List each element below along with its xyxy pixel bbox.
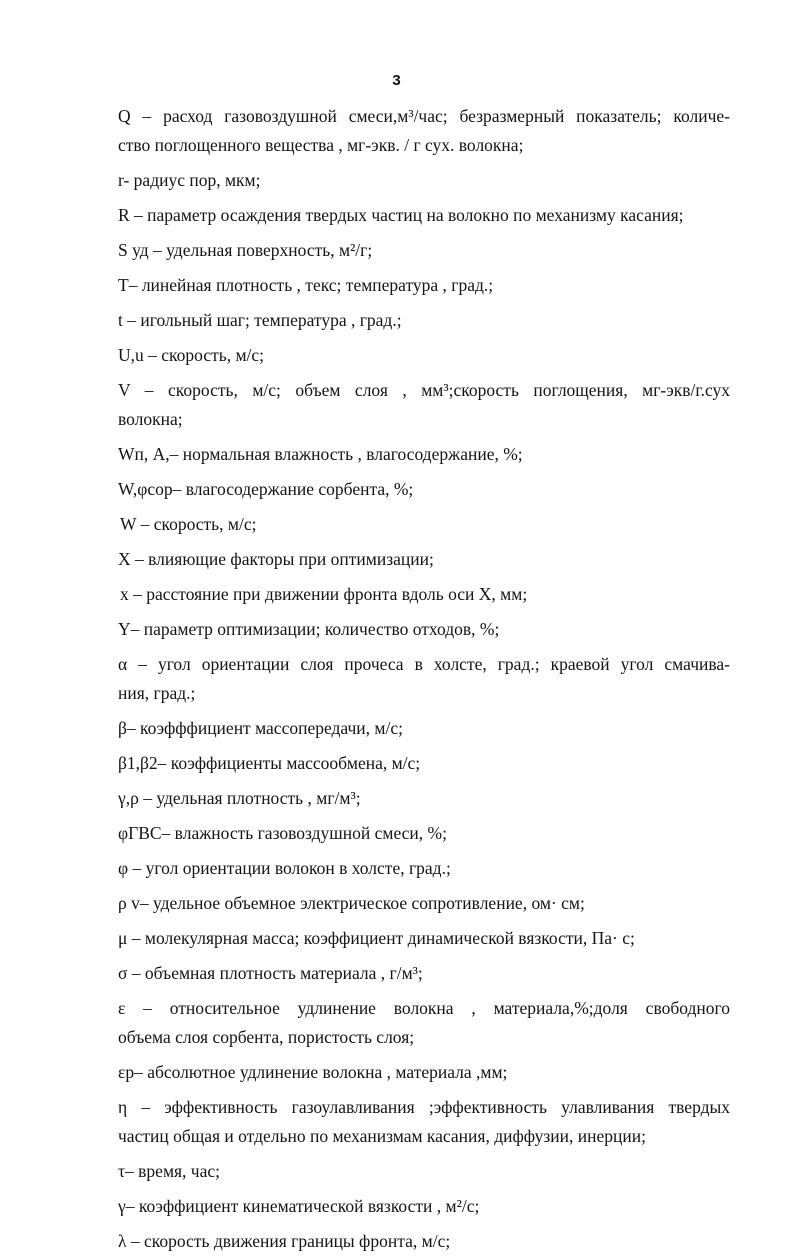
notation-line: μ – молекулярная масса; коэффициент динамической вязкости, Па· с;	[118, 928, 635, 948]
notation-line: t – игольный шаг; температура , град.;	[118, 310, 402, 330]
notation-line: φ – угол ориентации волокон в холсте, град.;	[118, 858, 451, 878]
notation-line: волокна;	[118, 409, 183, 429]
notation-line: γ,ρ – удельная плотность , мг/м³;	[118, 788, 361, 808]
notation-line: R – параметр осаждения твердых частиц на волокно по механизму касания;	[118, 205, 684, 225]
notation-line: r- радиус пор, мкм;	[118, 170, 261, 190]
notation-line: ство поглощенного вещества , мг-экв. / г сух. волокна;	[118, 135, 524, 155]
page-number: 3	[392, 72, 401, 89]
notation-line: Y– параметр оптимизации; количество отходов, %;	[118, 619, 500, 639]
notation-line: частиц общая и отдельно по механизмам касания, диффузии, инерции;	[118, 1126, 646, 1146]
notation-line: τ– время, час;	[118, 1161, 221, 1181]
notation-line: ε – относительное удлинение волокна , материала,%;доля свободного	[118, 998, 730, 1018]
notation-line: S уд – удельная поверхность, м²/г;	[118, 240, 373, 260]
notation-line: σ – объемная плотность материала , г/м³;	[118, 963, 423, 983]
notation-line: Q – расход газовоздушной смеси,м³/час; безразмерный показатель; количе-	[118, 106, 730, 126]
notation-line: V – скорость, м/с; объем слоя , мм³;скорость поглощения, мг-экв/г.сух	[118, 380, 730, 400]
notation-line: β1,β2– коэффициенты массообмена, м/с;	[118, 753, 421, 773]
notation-line: α – угол ориентации слоя прочеса в холсте, град.; краевой угол смачива-	[118, 654, 730, 674]
notation-line: γ– коэффициент кинематической вязкости , м²/с;	[118, 1196, 480, 1216]
notation-line: x – расстояние при движении фронта вдоль оси X, мм;	[120, 584, 528, 604]
notation-line: ρ v– удельное объемное электрическое сопротивление, ом· см;	[118, 893, 585, 913]
notation-line: Wп, А,– нормальная влажность , влагосодержание, %;	[118, 444, 523, 464]
notation-line: λ – скорость движения границы фронта, м/с;	[118, 1231, 451, 1251]
notation-line: W – скорость, м/с;	[120, 514, 257, 534]
notation-list	[118, 102, 730, 1256]
notation-line: W,φсор– влагосодержание сорбента, %;	[118, 479, 414, 499]
notation-line: X – влияющие факторы при оптимизации;	[118, 549, 434, 569]
notation-line: η – эффективность газоулавливания ;эффективность улавливания твердых	[118, 1097, 730, 1117]
notation-line: β– коэфффициент массопередачи, м/с;	[118, 718, 403, 738]
notation-line: T– линейная плотность , текс; температура , град.;	[118, 275, 494, 295]
notation-line: εр– абсолютное удлинение волокна , материала ,мм;	[118, 1062, 508, 1082]
notation-line: ния, град.;	[118, 683, 196, 703]
notation-line: U,u – скорость, м/с;	[118, 345, 265, 365]
notation-line: объема слоя сорбента, пористость слоя;	[118, 1027, 415, 1047]
notation-line: φГВС– влажность газовоздушной смеси, %;	[118, 823, 447, 843]
